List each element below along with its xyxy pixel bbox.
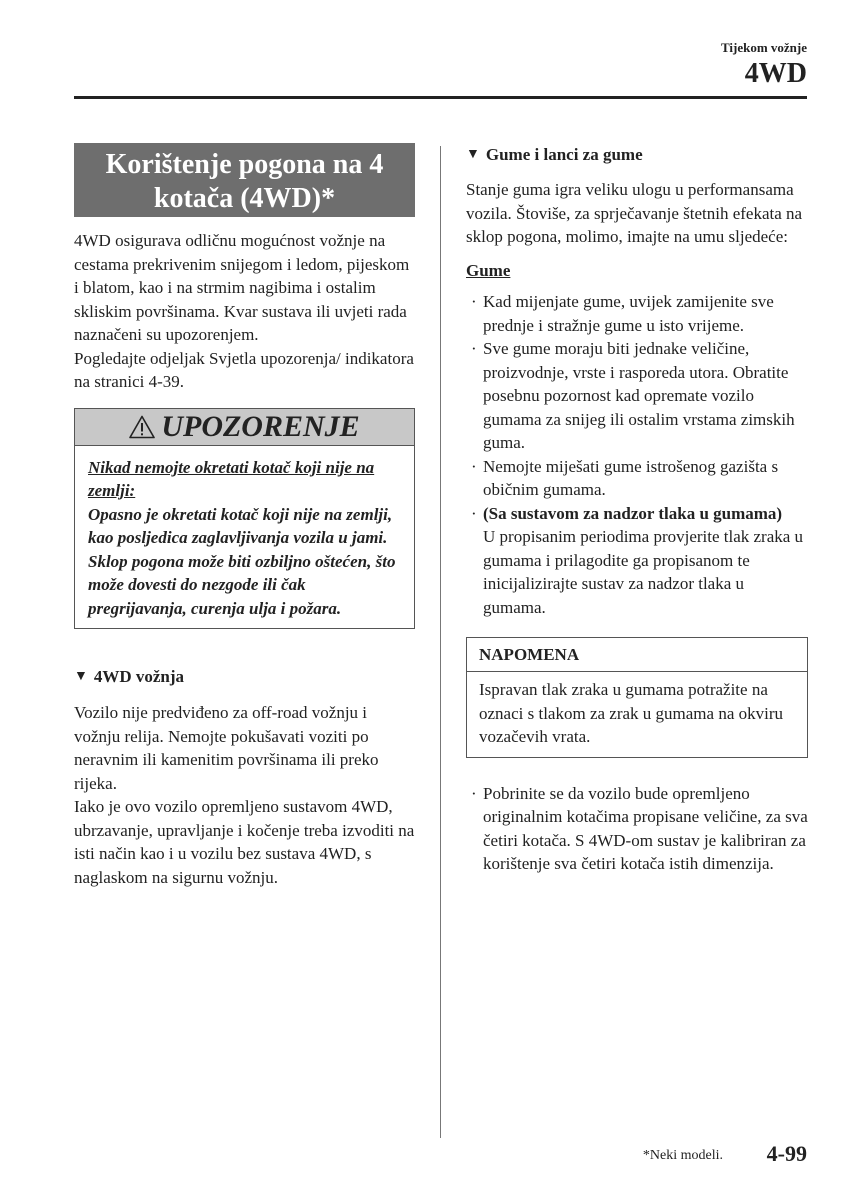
list-item-text: U propisanim periodima provjerite tlak zraka u gumama i prilagodite ga propisanom te inicijalizirajte sustav za nadzor tlaka u gumama. <box>483 527 804 617</box>
running-header-section: Tijekom vožnje <box>720 40 807 55</box>
note-title: NAPOMENA <box>467 638 807 672</box>
warning-text: Opasno je okretati kotač koji nije na zemlji, kao posljedica zaglavljivanja vozila u jami. Sklop pogona može biti ozbiljno oštećen, što može dovesti do nezgode ili čak pregrijavanja, curenja ulja i požara. <box>88 504 396 618</box>
bullet-dot: · <box>471 339 477 358</box>
list-item-bold: (Sa sustavom za nadzor tlaka u gumama) <box>483 503 783 523</box>
triangle-down-icon: ▼ <box>74 669 88 684</box>
warning-title: UPOZORENJE <box>161 409 360 443</box>
header-rule <box>74 96 807 99</box>
subsection-heading-4wd-driving <box>74 667 415 687</box>
note-box <box>466 637 808 758</box>
list-item <box>466 337 808 455</box>
right-column <box>466 143 808 876</box>
tires-label: Gume <box>466 260 511 280</box>
list-item <box>466 290 808 337</box>
note-text: Ispravan tlak zraka u gumama potražite na oznaci s tlakom za zrak u gumama na okviru vozačevih vrata. <box>479 680 783 746</box>
warning-heading: Nikad nemojte okretati kotač koji nije na zemlji: <box>88 457 375 500</box>
triangle-down-icon: ▼ <box>466 147 480 162</box>
left-column <box>74 143 415 889</box>
page-number: 4-99 <box>766 1141 807 1166</box>
column-divider <box>440 146 441 1138</box>
section-title: Korištenje pogona na 4 kotača (4WD)* <box>74 143 415 217</box>
list-item <box>466 782 808 876</box>
intro-text <box>74 229 415 394</box>
list-item-text: Sve gume moraju biti jednake veličine, proizvodnje, vrste i rasporeda utora. Obratite posebnu pozornost kad opremate vozilo gumama za snijeg ili ostalim vrstama zimskih guma. <box>483 339 795 452</box>
intro-paragraph: 4WD osigurava odličnu mogućnost vožnje na cestama prekrivenim snijegom i ledom, pijeskom i blatom, kao i na strmim nagibima i ostalim skliskim površinama. Kvar sustava ili uvjeti rada naznačeni su upozorenjem. <box>74 231 410 344</box>
warning-body <box>75 446 414 629</box>
bullet-dot: · <box>471 456 477 476</box>
paragraph: Vozilo nije predviđeno za off-road vožnju i vožnju relija. Nemojte pokušavati voziti po neravnim ili kamenitim površinama ili preko rijeka. <box>74 703 379 793</box>
list-item <box>466 455 808 502</box>
subsection-title: Gume i lanci za gume <box>485 145 643 164</box>
list-item-text: Nemojte miješati gume istrošenog gazišta s običnim gumama. <box>483 456 779 499</box>
list-item-text: Kad mijenjate gume, uvijek zamijenite sve prednje i stražnje gume u isto vrijeme. <box>483 292 774 335</box>
warning-header <box>75 409 414 446</box>
subsection-heading-tires <box>466 145 808 165</box>
tires-intro: Stanje guma igra veliku ulogu u performansama vozila. Štoviše, za sprječavanje štetnih efekata na sklop pogona, molimo, imajte na umu sljedeće: <box>466 180 803 246</box>
warning-triangle-icon <box>129 415 155 439</box>
subsection-title: 4WD vožnja <box>93 667 185 686</box>
tires-list-2 <box>466 782 808 876</box>
warning-box <box>74 408 415 630</box>
bullet-dot: · <box>471 503 477 523</box>
list-item-text: Pobrinite se da vozilo bude opremljeno originalnim kotačima propisane veličine, za sva četiri kotača. S 4WD-om sustav je kalibriran za korištenje sva četiri kotača istih dimenzija. <box>483 783 808 873</box>
footnote: *Neki modeli. <box>642 1148 723 1163</box>
paragraph: Iako je ovo vozilo opremljeno sustavom 4WD, ubrzavanje, upravljanje i kočenje treba izvoditi na isti način kao i u vozilu bez sustava 4WD, s naglaskom na sigurnu vožnju. <box>74 797 415 887</box>
subsection-text <box>74 701 415 889</box>
running-header-chapter: 4WD <box>744 58 807 89</box>
intro-paragraph: Pogledajte odjeljak Svjetla upozorenja/ indikatora na stranici 4-39. <box>74 348 414 391</box>
bullet-dot: · <box>471 292 477 311</box>
tires-list <box>466 290 808 619</box>
list-item <box>466 502 808 620</box>
bullet-dot: · <box>471 783 477 803</box>
